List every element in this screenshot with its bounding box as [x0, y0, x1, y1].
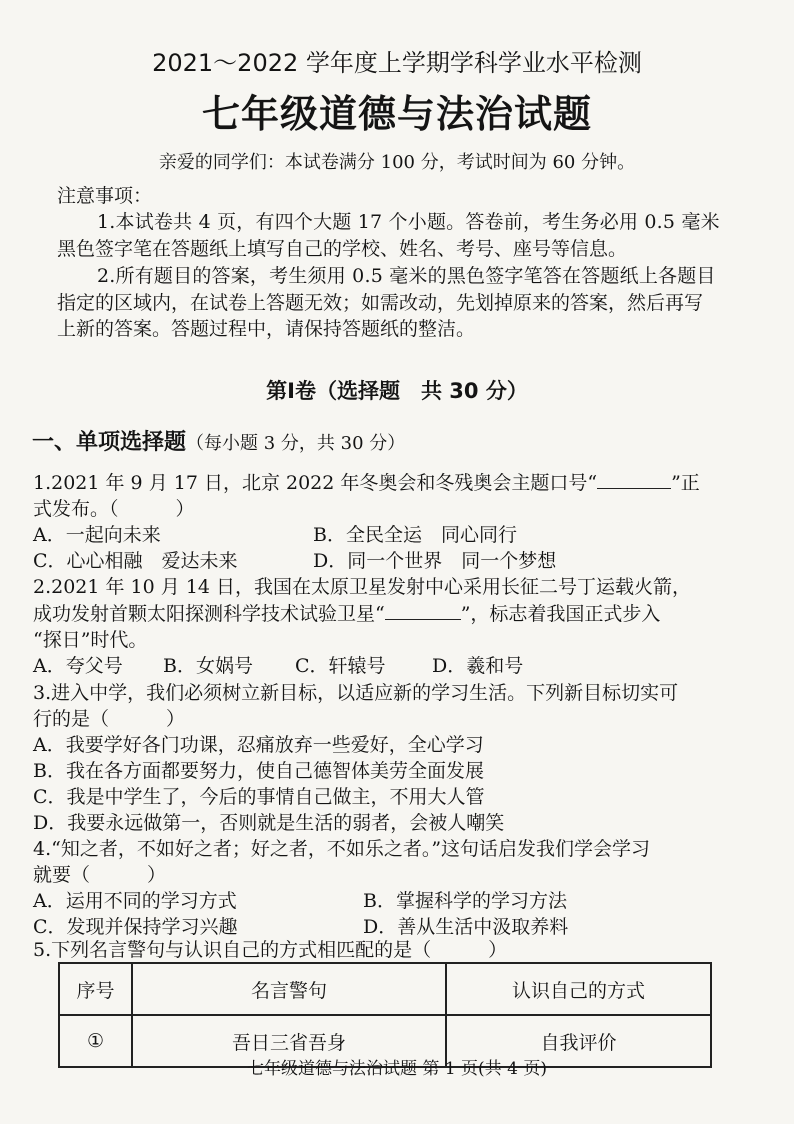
note-item-2-line-2: 指定的区域内，在试卷上答题无效；如需改动，先划掉原来的答案，然后再写: [57, 292, 704, 314]
note-item-2-line-1: 2.所有题目的答案，考生须用 0.5 毫米的黑色签字笔答在答题纸上各题目: [97, 265, 716, 287]
q4-stem-line-1: 4.“知之者，不如好之者；好之者，不如乐之者。”这句话启发我们学会学习: [33, 838, 651, 860]
q4-stem-line-2: 就要（ ）: [33, 864, 167, 886]
q1-stem-line-1: [33, 470, 700, 496]
q1-stem-line-2: 式发布。（ ）: [33, 498, 195, 520]
q2-option-a: A．夸父号: [33, 655, 123, 677]
note-item-1-line-2: 黑色签字笔在答题纸上填写自己的学校、姓名、考号、座号等信息。: [57, 238, 628, 260]
section-1-heading: [32, 430, 405, 457]
q3-option-d: D．我要永远做第一，否则就是生活的弱者，会被人嘲笑: [33, 812, 505, 834]
section-1-note: （每小题 3 分，共 30 分）: [186, 433, 406, 454]
q2-stem-part-b: ”，标志着我国正式步入: [460, 603, 661, 625]
exam-header-line: 2021～2022 学年度上学期学科学业水平检测: [152, 49, 642, 77]
q5-stem: 5.下列名言警句与认识自己的方式相匹配的是（ ）: [33, 939, 508, 961]
page-footer: 七年级道德与法治试题 第 1 页(共 4 页): [247, 1059, 547, 1079]
q5-table: [58, 962, 712, 1068]
q4-option-b: B．掌握科学的学习方法: [363, 890, 567, 912]
q3-stem-line-1: 3.进入中学，我们必须树立新目标，以适应新的学习生活。下列新目标切实可: [33, 682, 679, 704]
exam-title: 七年级道德与法治试题: [201, 92, 592, 136]
note-item-1-line-1: 1.本试卷共 4 页，有四个大题 17 个小题。答卷前，考生务必用 0.5 毫米: [97, 211, 720, 233]
q1-stem-part-a: 1.2021 年 9 月 17 日，北京 2022 年冬奥会和冬残奥会主题口号“: [33, 472, 598, 494]
q1-option-d: D．同一个世界 同一个梦想: [313, 550, 557, 572]
table-header-cell: 序号: [59, 963, 132, 1015]
table-cell: ①: [59, 1015, 132, 1067]
q3-stem-line-2: 行的是（ ）: [33, 708, 186, 730]
table-cell: 自我评价: [446, 1015, 711, 1067]
q2-option-b: B．女娲号: [163, 655, 253, 677]
q2-stem-line-2: [33, 601, 660, 627]
q1-option-a: A．一起向未来: [33, 524, 161, 546]
q2-stem-line-1: 2.2021 年 10 月 14 日，我国在太原卫星发射中心采用长征二号丁运载火箭，: [33, 576, 692, 598]
q3-option-a: A．我要学好各门功课，忍痛放弃一些爱好，全心学习: [33, 734, 484, 756]
exam-intro: 亲爱的同学们：本试卷满分 100 分，考试时间为 60 分钟。: [158, 152, 636, 173]
notes-heading: 注意事项：: [57, 185, 153, 207]
note-item-2-line-3: 上新的答案。答题过程中，请保持答题纸的整洁。: [57, 318, 476, 340]
q4-option-d: D．善从生活中汲取养料: [363, 916, 569, 938]
table-cell: 吾日三省吾身: [132, 1015, 446, 1067]
q2-stem-line-3: “探日”时代。: [33, 629, 148, 651]
section-1-title: 一、单项选择题: [32, 430, 187, 455]
q4-option-c: C．发现并保持学习兴趣: [33, 916, 238, 938]
q2-option-d: D．羲和号: [432, 655, 524, 677]
q2-answer-blank: [385, 601, 461, 620]
q1-stem-part-b: ”正: [671, 472, 700, 494]
q3-option-c: C．我是中学生了，今后的事情自己做主，不用大人管: [33, 786, 485, 808]
table-header-cell: 认识自己的方式: [446, 963, 711, 1015]
q1-option-c: C．心心相融 爱达未来: [33, 550, 238, 572]
q3-option-b: B．我在各方面都要努力，使自己德智体美劳全面发展: [33, 760, 484, 782]
q1-answer-blank: [597, 470, 671, 489]
table-header-row: [59, 963, 711, 1015]
q4-option-a: A．运用不同的学习方式: [33, 890, 237, 912]
q1-option-b: B．全民全运 同心同行: [313, 524, 517, 546]
q2-option-c: C．轩辕号: [295, 655, 386, 677]
q2-stem-part-a: 成功发射首颗太阳探测科学技术试验卫星“: [33, 603, 385, 625]
part-title: 第Ⅰ卷（选择题 共 30 分）: [266, 379, 528, 403]
table-header-cell: 名言警句: [132, 963, 446, 1015]
